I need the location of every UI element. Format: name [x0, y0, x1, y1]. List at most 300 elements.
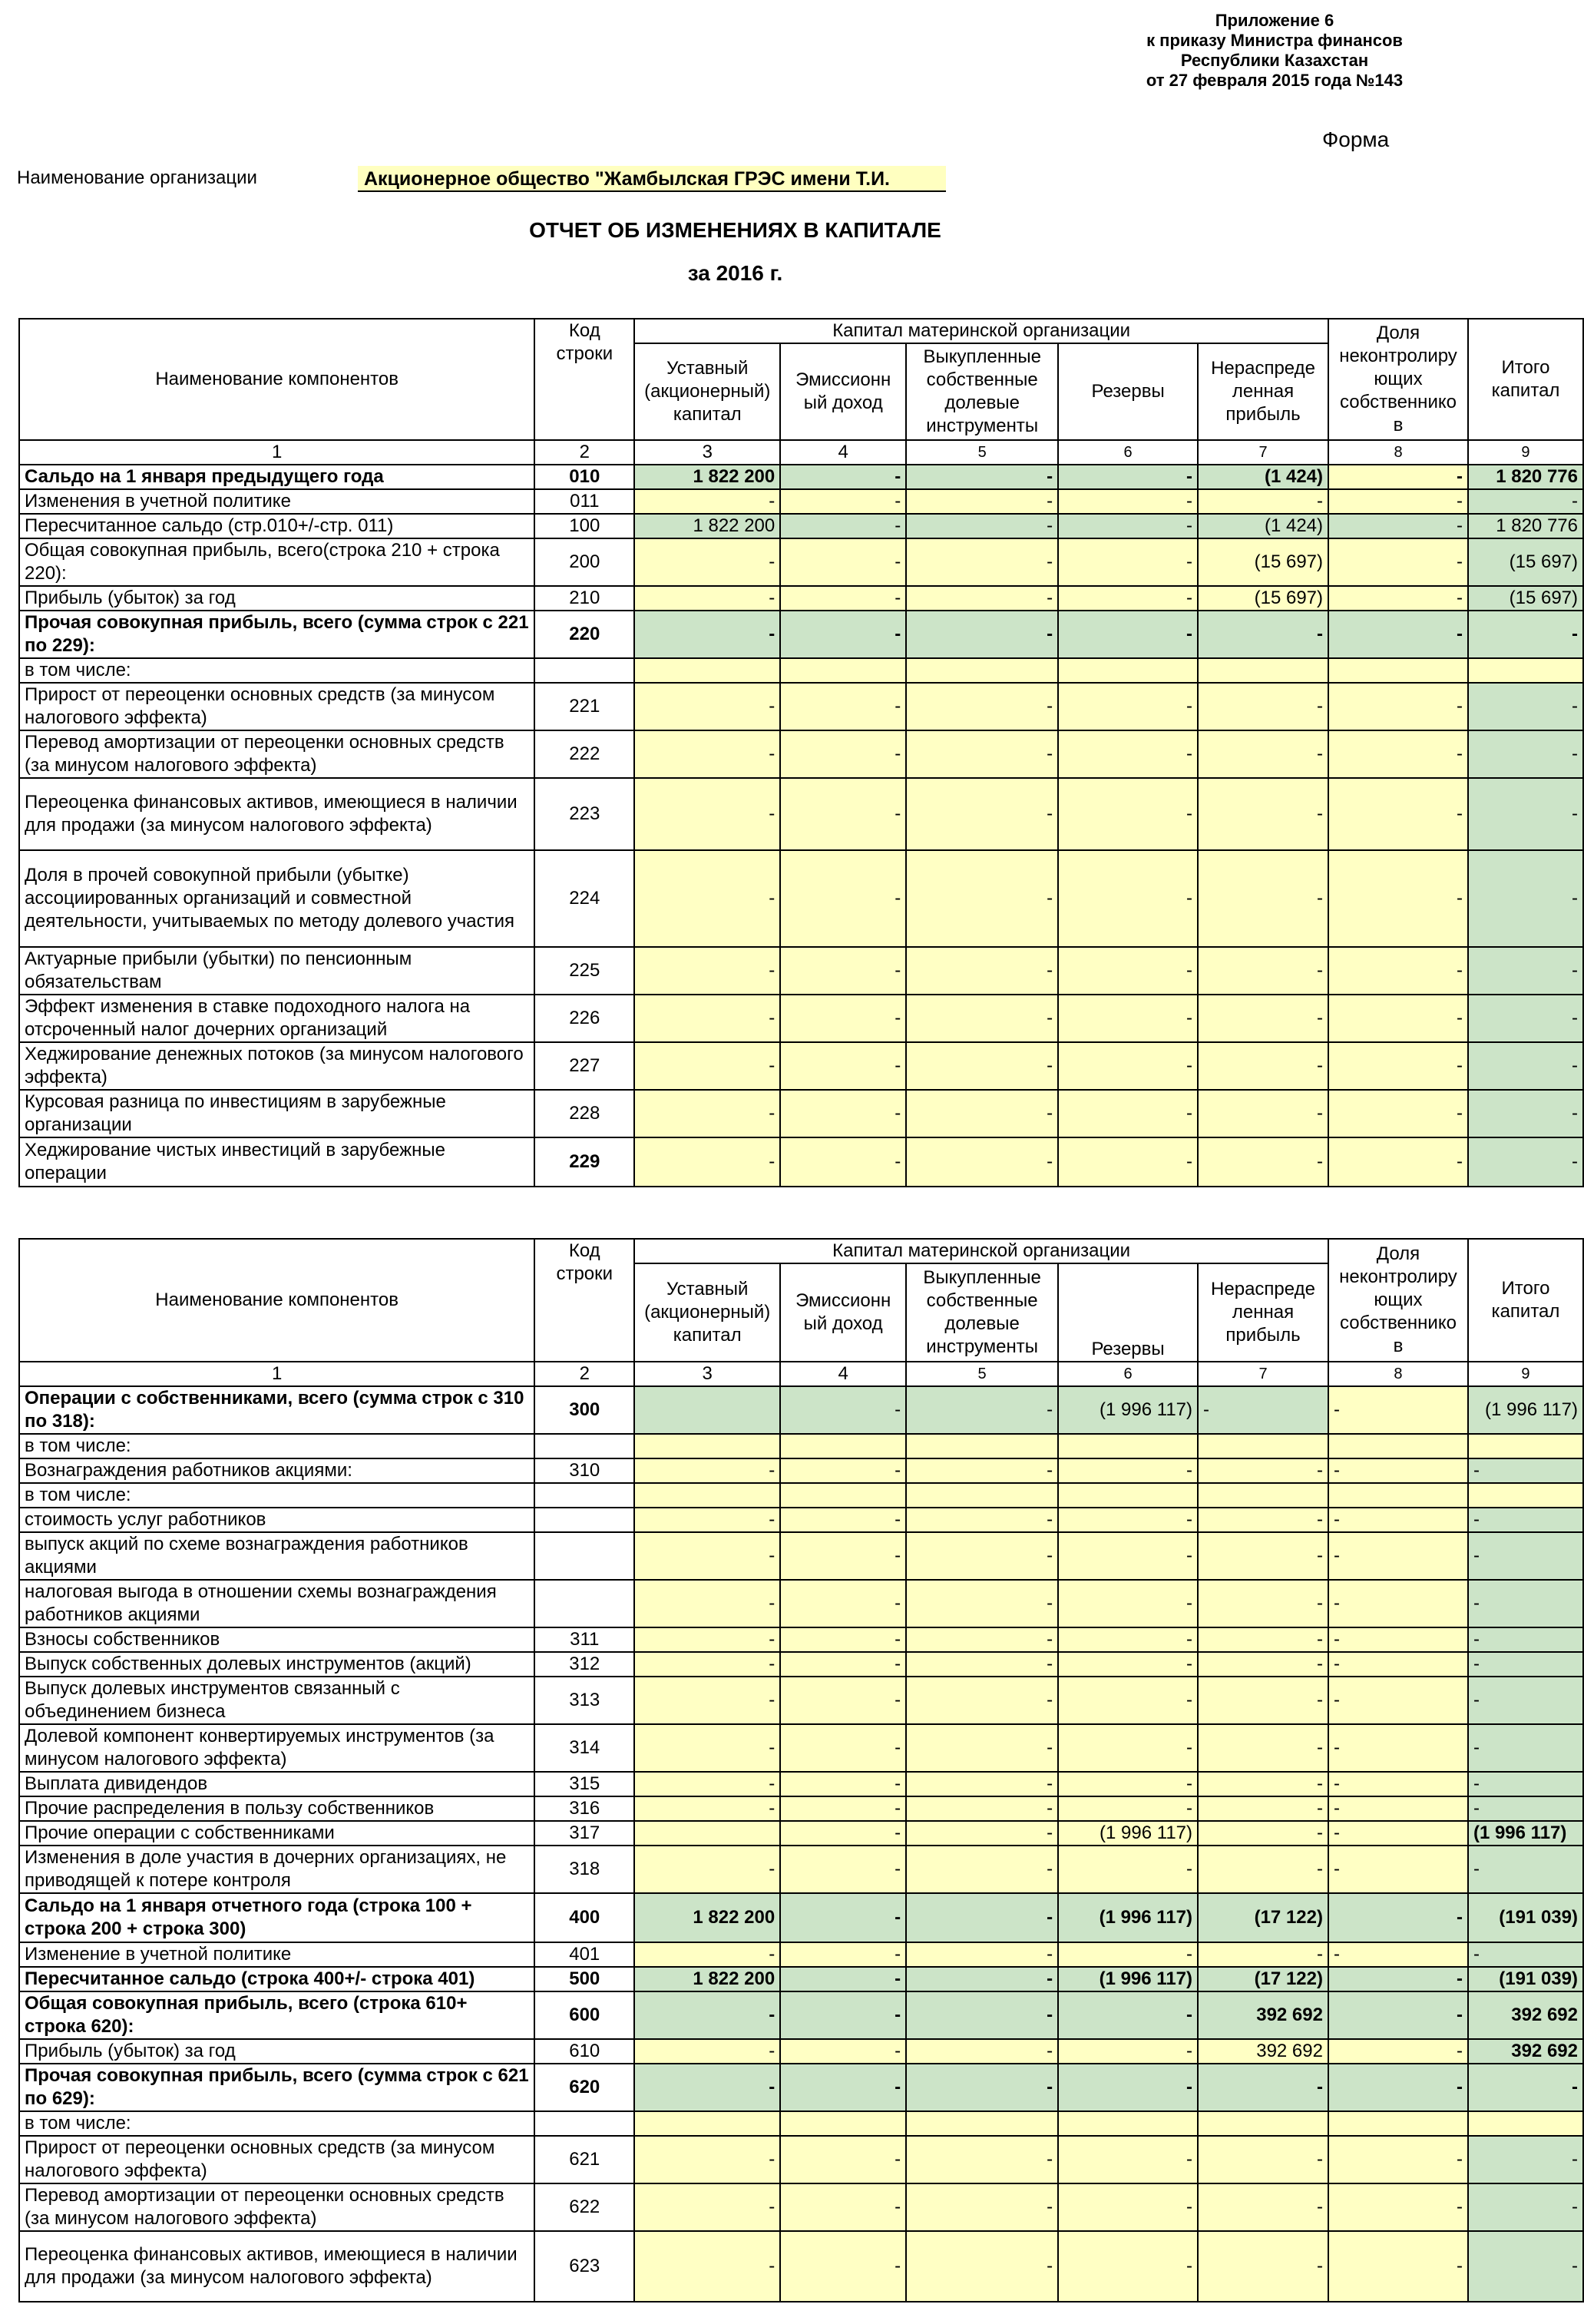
cell-c9[interactable]: -	[1468, 1137, 1583, 1187]
cell-c7[interactable]: (15 697)	[1198, 538, 1328, 586]
cell-c3[interactable]: -	[634, 2064, 780, 2111]
cell-c5[interactable]: -	[906, 2039, 1058, 2064]
cell-c8[interactable]: -	[1328, 947, 1468, 995]
cell-c8[interactable]: -	[1328, 1846, 1468, 1893]
cell-c6[interactable]: -	[1058, 1508, 1198, 1532]
cell-c6[interactable]: -	[1058, 514, 1198, 538]
cell-c6[interactable]: -	[1058, 683, 1198, 730]
cell-c3[interactable]: -	[634, 947, 780, 995]
cell-c4[interactable]	[780, 1434, 906, 1458]
cell-c5[interactable]: -	[906, 611, 1058, 658]
cell-c4[interactable]: -	[780, 1580, 906, 1627]
cell-c9[interactable]: (15 697)	[1468, 538, 1583, 586]
cell-c3[interactable]: -	[634, 1627, 780, 1652]
cell-c4[interactable]: -	[780, 1458, 906, 1483]
cell-c5[interactable]: -	[906, 1042, 1058, 1090]
cell-c9[interactable]	[1468, 2111, 1583, 2136]
cell-c5[interactable]	[906, 1434, 1058, 1458]
cell-c8[interactable]: -	[1328, 2064, 1468, 2111]
cell-c3[interactable]: -	[634, 1532, 780, 1580]
cell-c8[interactable]: -	[1328, 1893, 1468, 1942]
cell-c9[interactable]: -	[1468, 2064, 1583, 2111]
cell-c3[interactable]: -	[634, 2183, 780, 2231]
cell-c3[interactable]: -	[634, 1942, 780, 1967]
cell-c9[interactable]: -	[1468, 1772, 1583, 1796]
cell-c9[interactable]: -	[1468, 489, 1583, 514]
cell-c8[interactable]	[1328, 2111, 1468, 2136]
cell-c9[interactable]: 392 692	[1468, 1991, 1583, 2039]
cell-c9[interactable]: -	[1468, 995, 1583, 1042]
cell-c5[interactable]: -	[906, 1796, 1058, 1821]
cell-c6[interactable]: (1 996 117)	[1058, 1967, 1198, 1991]
header-c4: Эмиссионн ый доход	[780, 343, 906, 440]
cell-c5[interactable]: -	[906, 995, 1058, 1042]
cell-c5[interactable]: -	[906, 1137, 1058, 1187]
cell-c5[interactable]: -	[906, 1772, 1058, 1796]
cell-c7[interactable]: -	[1198, 1652, 1328, 1677]
cell-c9[interactable]: (15 697)	[1468, 586, 1583, 611]
cell-c8[interactable]: -	[1328, 2039, 1468, 2064]
cell-c3[interactable]: -	[634, 1724, 780, 1772]
cell-c5[interactable]: -	[906, 1991, 1058, 2039]
cell-c6[interactable]: (1 996 117)	[1058, 1386, 1198, 1434]
appendix-line: от 27 февраля 2015 года №143	[1146, 71, 1404, 90]
cell-c9[interactable]: -	[1468, 778, 1583, 850]
cell-c3[interactable]: 1 822 200	[634, 1967, 780, 1991]
cell-c3[interactable]: -	[634, 2136, 780, 2183]
cell-c5[interactable]	[906, 658, 1058, 683]
row-name: Прочая совокупная прибыль, всего (сумма строк с 621 по 629):	[19, 2064, 534, 2111]
cell-c8[interactable]: -	[1328, 538, 1468, 586]
cell-c9[interactable]: -	[1468, 850, 1583, 947]
org-name-field[interactable]: Акционерное общество "Жамбылская ГРЭС имени Т.И.	[358, 166, 946, 192]
cell-c9[interactable]: -	[1468, 2231, 1583, 2302]
cell-c8[interactable]: -	[1328, 1724, 1468, 1772]
cell-c8[interactable]: -	[1328, 1677, 1468, 1724]
cell-c9[interactable]: -	[1468, 1724, 1583, 1772]
cell-c4[interactable]: -	[780, 995, 906, 1042]
cell-c5[interactable]: -	[906, 538, 1058, 586]
cell-c9[interactable]: -	[1468, 2136, 1583, 2183]
cell-c4[interactable]: -	[780, 1893, 906, 1942]
cell-c8[interactable]: -	[1328, 1508, 1468, 1532]
cell-c3[interactable]: -	[634, 1508, 780, 1532]
cell-c5[interactable]: -	[906, 1846, 1058, 1893]
cell-c8[interactable]: -	[1328, 683, 1468, 730]
row-code: 318	[534, 1846, 634, 1893]
cell-c7[interactable]: -	[1198, 778, 1328, 850]
cell-c8[interactable]	[1328, 1434, 1468, 1458]
cell-c4[interactable]: -	[780, 1627, 906, 1652]
cell-c9[interactable]: (191 039)	[1468, 1967, 1583, 1991]
cell-c8[interactable]: -	[1328, 730, 1468, 778]
cell-c7[interactable]: -	[1198, 1508, 1328, 1532]
cell-c9[interactable]: -	[1468, 1042, 1583, 1090]
cell-c8[interactable]: -	[1328, 1991, 1468, 2039]
cell-c4[interactable]: -	[780, 489, 906, 514]
cell-c6[interactable]: -	[1058, 2231, 1198, 2302]
cell-c3[interactable]: -	[634, 538, 780, 586]
cell-c4[interactable]: -	[780, 1508, 906, 1532]
cell-c6[interactable]: -	[1058, 850, 1198, 947]
cell-c4[interactable]: -	[780, 947, 906, 995]
cell-c4[interactable]: -	[780, 1846, 906, 1893]
cell-c4[interactable]: -	[780, 465, 906, 489]
cell-c8[interactable]	[1328, 658, 1468, 683]
cell-c6[interactable]: -	[1058, 1458, 1198, 1483]
cell-c4[interactable]	[780, 1483, 906, 1508]
cell-c5[interactable]: -	[906, 1724, 1058, 1772]
cell-c5[interactable]: -	[906, 778, 1058, 850]
cell-c7[interactable]: -	[1198, 947, 1328, 995]
cell-c6[interactable]: -	[1058, 2136, 1198, 2183]
cell-c3[interactable]: 1 822 200	[634, 514, 780, 538]
cell-c7[interactable]: -	[1198, 2183, 1328, 2231]
cell-c4[interactable]	[780, 2111, 906, 2136]
cell-c9[interactable]: -	[1468, 1846, 1583, 1893]
cell-c4[interactable]: -	[780, 1724, 906, 1772]
cell-c5[interactable]: -	[906, 1967, 1058, 1991]
cell-c6[interactable]	[1058, 2111, 1198, 2136]
cell-c6[interactable]: -	[1058, 2039, 1198, 2064]
cell-c9[interactable]: -	[1468, 1580, 1583, 1627]
cell-c3[interactable]: 1 822 200	[634, 1893, 780, 1942]
cell-c6[interactable]: -	[1058, 730, 1198, 778]
cell-c3[interactable]	[634, 1821, 780, 1846]
cell-c3[interactable]: -	[634, 1580, 780, 1627]
cell-c4[interactable]: -	[780, 1652, 906, 1677]
cell-c5[interactable]: -	[906, 1090, 1058, 1137]
cell-c7[interactable]: 392 692	[1198, 1991, 1328, 2039]
header-c3: Уставный (акционерный) капитал	[634, 1263, 780, 1362]
cell-c3[interactable]: -	[634, 2231, 780, 2302]
cell-c6[interactable]: -	[1058, 778, 1198, 850]
cell-c4[interactable]: -	[780, 2183, 906, 2231]
cell-c6[interactable]: -	[1058, 1677, 1198, 1724]
cell-c9[interactable]: -	[1468, 947, 1583, 995]
cell-c6[interactable]: -	[1058, 947, 1198, 995]
row-code: 317	[534, 1821, 634, 1846]
cell-c6[interactable]: -	[1058, 1042, 1198, 1090]
cell-c8[interactable]: -	[1328, 850, 1468, 947]
cell-c9[interactable]	[1468, 1483, 1583, 1508]
cell-c4[interactable]: -	[780, 778, 906, 850]
cell-c5[interactable]: -	[906, 1627, 1058, 1652]
cell-c4[interactable]: -	[780, 1796, 906, 1821]
row-code	[534, 1580, 634, 1627]
cell-c3[interactable]: -	[634, 1846, 780, 1893]
cell-c9[interactable]: (1 996 117)	[1468, 1821, 1583, 1846]
cell-c9[interactable]: 1 820 776	[1468, 514, 1583, 538]
cell-c7[interactable]: (1 424)	[1198, 465, 1328, 489]
cell-c8[interactable]: -	[1328, 778, 1468, 850]
cell-c7[interactable]	[1198, 658, 1328, 683]
cell-c6[interactable]: -	[1058, 1796, 1198, 1821]
header-name: Наименование компонентов	[19, 1239, 534, 1362]
cell-c3[interactable]: -	[634, 995, 780, 1042]
cell-c3[interactable]: -	[634, 586, 780, 611]
cell-c9[interactable]: -	[1468, 1796, 1583, 1821]
cell-c8[interactable]: -	[1328, 2136, 1468, 2183]
cell-c7[interactable]: -	[1198, 2231, 1328, 2302]
cell-c6[interactable]: -	[1058, 1090, 1198, 1137]
cell-c5[interactable]: -	[906, 1677, 1058, 1724]
cell-c6[interactable]: -	[1058, 1580, 1198, 1627]
cell-c4[interactable]: -	[780, 683, 906, 730]
cell-c3[interactable]: -	[634, 1090, 780, 1137]
cell-c5[interactable]: -	[906, 1458, 1058, 1483]
cell-c9[interactable]: -	[1468, 1627, 1583, 1652]
cell-c9[interactable]: -	[1468, 1532, 1583, 1580]
cell-c3[interactable]: -	[634, 778, 780, 850]
cell-c3[interactable]	[634, 658, 780, 683]
cell-c8[interactable]: -	[1328, 1627, 1468, 1652]
cell-c8[interactable]: -	[1328, 1386, 1468, 1434]
row-code: 224	[534, 850, 634, 947]
cell-c4[interactable]: -	[780, 514, 906, 538]
cell-c3[interactable]: -	[634, 730, 780, 778]
cell-c4[interactable]: -	[780, 1042, 906, 1090]
cell-c3[interactable]	[634, 1386, 780, 1434]
cell-c4[interactable]: -	[780, 2039, 906, 2064]
cell-c7[interactable]: (17 122)	[1198, 1967, 1328, 1991]
cell-c3[interactable]	[634, 1483, 780, 1508]
cell-c9[interactable]: -	[1468, 1942, 1583, 1967]
cell-c4[interactable]: -	[780, 1090, 906, 1137]
cell-c5[interactable]: -	[906, 947, 1058, 995]
cell-c6[interactable]: -	[1058, 2064, 1198, 2111]
cell-c4[interactable]	[780, 658, 906, 683]
cell-c3[interactable]: -	[634, 2039, 780, 2064]
cell-c4[interactable]: -	[780, 1967, 906, 1991]
cell-c6[interactable]: -	[1058, 1627, 1198, 1652]
cell-c6[interactable]: -	[1058, 995, 1198, 1042]
cell-c3[interactable]: -	[634, 1458, 780, 1483]
cell-c6[interactable]: -	[1058, 1846, 1198, 1893]
cell-c5[interactable]: -	[906, 850, 1058, 947]
cell-c5[interactable]: -	[906, 1386, 1058, 1434]
cell-c3[interactable]	[634, 1434, 780, 1458]
cell-c7[interactable]: -	[1198, 683, 1328, 730]
cell-c6[interactable]: -	[1058, 2183, 1198, 2231]
cell-c7[interactable]: -	[1198, 1846, 1328, 1893]
cell-c6[interactable]: -	[1058, 465, 1198, 489]
cell-c9[interactable]: -	[1468, 1652, 1583, 1677]
cell-c5[interactable]: -	[906, 2183, 1058, 2231]
cell-c5[interactable]: -	[906, 2231, 1058, 2302]
cell-c6[interactable]: -	[1058, 1652, 1198, 1677]
cell-c4[interactable]: -	[780, 850, 906, 947]
cell-c8[interactable]: -	[1328, 1458, 1468, 1483]
cell-c6[interactable]	[1058, 658, 1198, 683]
cell-c9[interactable]: -	[1468, 683, 1583, 730]
cell-c9[interactable]: -	[1468, 1508, 1583, 1532]
cell-c5[interactable]: -	[906, 2064, 1058, 2111]
cell-c4[interactable]: -	[780, 538, 906, 586]
cell-c7[interactable]: -	[1198, 1386, 1328, 1434]
cell-c7[interactable]: -	[1198, 1090, 1328, 1137]
cell-c4[interactable]: -	[780, 730, 906, 778]
cell-c8[interactable]: -	[1328, 1532, 1468, 1580]
cell-c7[interactable]: -	[1198, 1137, 1328, 1187]
cell-c3[interactable]: -	[634, 1991, 780, 2039]
cell-c6[interactable]	[1058, 1483, 1198, 1508]
cell-c8[interactable]: -	[1328, 586, 1468, 611]
cell-c6[interactable]: -	[1058, 1991, 1198, 2039]
cell-c5[interactable]: -	[906, 2136, 1058, 2183]
cell-c6[interactable]: -	[1058, 1942, 1198, 1967]
cell-c3[interactable]: -	[634, 489, 780, 514]
cell-c7[interactable]: -	[1198, 2064, 1328, 2111]
cell-c6[interactable]: -	[1058, 1532, 1198, 1580]
cell-c8[interactable]: -	[1328, 1967, 1468, 1991]
cell-c8[interactable]: -	[1328, 995, 1468, 1042]
cell-c6[interactable]	[1058, 1434, 1198, 1458]
cell-c7[interactable]	[1198, 2111, 1328, 2136]
cell-c4[interactable]: -	[780, 611, 906, 658]
cell-c6[interactable]: (1 996 117)	[1058, 1893, 1198, 1942]
cell-c7[interactable]: -	[1198, 1458, 1328, 1483]
cell-c6[interactable]: -	[1058, 489, 1198, 514]
cell-c3[interactable]: -	[634, 683, 780, 730]
cell-c8[interactable]: -	[1328, 1942, 1468, 1967]
cell-c5[interactable]: -	[906, 1893, 1058, 1942]
cell-c9[interactable]: 1 820 776	[1468, 465, 1583, 489]
cell-c9[interactable]: (191 039)	[1468, 1893, 1583, 1942]
cell-c8[interactable]: -	[1328, 2231, 1468, 2302]
cell-c3[interactable]: -	[634, 1677, 780, 1724]
cell-c4[interactable]: -	[780, 2064, 906, 2111]
row-code: 400	[534, 1893, 634, 1942]
cell-c3[interactable]: -	[634, 850, 780, 947]
cell-c5[interactable]: -	[906, 1532, 1058, 1580]
cell-c5[interactable]: -	[906, 1508, 1058, 1532]
cell-c5[interactable]: -	[906, 683, 1058, 730]
cell-c7[interactable]: -	[1198, 2136, 1328, 2183]
cell-c9[interactable]	[1468, 1434, 1583, 1458]
cell-c4[interactable]: -	[780, 1386, 906, 1434]
cell-c7[interactable]: -	[1198, 489, 1328, 514]
cell-c4[interactable]: -	[780, 2231, 906, 2302]
cell-c3[interactable]: 1 822 200	[634, 465, 780, 489]
cell-c7[interactable]: (15 697)	[1198, 586, 1328, 611]
cell-c8[interactable]: -	[1328, 1772, 1468, 1796]
cell-c7[interactable]: (1 424)	[1198, 514, 1328, 538]
cell-c9[interactable]	[1468, 658, 1583, 683]
cell-c7[interactable]: -	[1198, 730, 1328, 778]
cell-c7[interactable]: -	[1198, 850, 1328, 947]
cell-c9[interactable]: (1 996 117)	[1468, 1386, 1583, 1434]
cell-c5[interactable]: -	[906, 1821, 1058, 1846]
cell-c3[interactable]: -	[634, 1042, 780, 1090]
cell-c9[interactable]: -	[1468, 611, 1583, 658]
cell-c8[interactable]: -	[1328, 2183, 1468, 2231]
cell-c7[interactable]: -	[1198, 1627, 1328, 1652]
cell-c9[interactable]: -	[1468, 1458, 1583, 1483]
cell-c7[interactable]: -	[1198, 1821, 1328, 1846]
cell-c4[interactable]: -	[780, 1677, 906, 1724]
cell-c4[interactable]: -	[780, 1772, 906, 1796]
cell-c8[interactable]: -	[1328, 1652, 1468, 1677]
cell-c3[interactable]: -	[634, 1137, 780, 1187]
cell-c7[interactable]: -	[1198, 1942, 1328, 1967]
table-row	[19, 1724, 1583, 1772]
cell-c8[interactable]: -	[1328, 1580, 1468, 1627]
cell-c6[interactable]: -	[1058, 611, 1198, 658]
cell-c7[interactable]: -	[1198, 1532, 1328, 1580]
cell-c6[interactable]: (1 996 117)	[1058, 1821, 1198, 1846]
cell-c9[interactable]: -	[1468, 2183, 1583, 2231]
cell-c4[interactable]: -	[780, 1942, 906, 1967]
cell-c7[interactable]: (17 122)	[1198, 1893, 1328, 1942]
cell-c6[interactable]: -	[1058, 1772, 1198, 1796]
cell-c5[interactable]: -	[906, 730, 1058, 778]
cell-c5[interactable]: -	[906, 465, 1058, 489]
cell-c8[interactable]: -	[1328, 611, 1468, 658]
cell-c3[interactable]: -	[634, 611, 780, 658]
cell-c7[interactable]: -	[1198, 1580, 1328, 1627]
cell-c4[interactable]: -	[780, 1137, 906, 1187]
cell-c3[interactable]: -	[634, 1796, 780, 1821]
cell-c7[interactable]	[1198, 1483, 1328, 1508]
cell-c5[interactable]: -	[906, 1942, 1058, 1967]
cell-c7[interactable]: -	[1198, 1724, 1328, 1772]
cell-c9[interactable]: 392 692	[1468, 2039, 1583, 2064]
cell-c5[interactable]: -	[906, 514, 1058, 538]
cell-c6[interactable]: -	[1058, 538, 1198, 586]
cell-c7[interactable]: -	[1198, 1772, 1328, 1796]
cell-c8[interactable]: -	[1328, 1090, 1468, 1137]
cell-c8[interactable]: -	[1328, 1042, 1468, 1090]
cell-c5[interactable]: -	[906, 489, 1058, 514]
cell-c6[interactable]: -	[1058, 1137, 1198, 1187]
cell-c8[interactable]	[1328, 1483, 1468, 1508]
cell-c7[interactable]: -	[1198, 1042, 1328, 1090]
cell-c8[interactable]: -	[1328, 514, 1468, 538]
cell-c8[interactable]: -	[1328, 489, 1468, 514]
cell-c4[interactable]: -	[780, 1821, 906, 1846]
cell-c6[interactable]: -	[1058, 586, 1198, 611]
cell-c7[interactable]: 392 692	[1198, 2039, 1328, 2064]
cell-c3[interactable]	[634, 2111, 780, 2136]
cell-c5[interactable]	[906, 2111, 1058, 2136]
cell-c4[interactable]: -	[780, 1991, 906, 2039]
cell-c4[interactable]: -	[780, 586, 906, 611]
cell-c8[interactable]: -	[1328, 465, 1468, 489]
cell-c5[interactable]: -	[906, 586, 1058, 611]
cell-c7[interactable]	[1198, 1434, 1328, 1458]
cell-c8[interactable]: -	[1328, 1796, 1468, 1821]
cell-c9[interactable]: -	[1468, 1677, 1583, 1724]
cell-c6[interactable]: -	[1058, 1724, 1198, 1772]
cell-c9[interactable]: -	[1468, 730, 1583, 778]
cell-c5[interactable]	[906, 1483, 1058, 1508]
cell-c8[interactable]: -	[1328, 1821, 1468, 1846]
cell-c9[interactable]: -	[1468, 1090, 1583, 1137]
cell-c7[interactable]: -	[1198, 1796, 1328, 1821]
header-c5: Выкупленные собственные долевые инструменты	[906, 1263, 1058, 1362]
cell-c8[interactable]: -	[1328, 1137, 1468, 1187]
cell-c4[interactable]: -	[780, 2136, 906, 2183]
cell-c7[interactable]: -	[1198, 611, 1328, 658]
cell-c4[interactable]: -	[780, 1532, 906, 1580]
cell-c5[interactable]: -	[906, 1580, 1058, 1627]
cell-c5[interactable]: -	[906, 1652, 1058, 1677]
cell-c7[interactable]: -	[1198, 995, 1328, 1042]
cell-c7[interactable]: -	[1198, 1677, 1328, 1724]
cell-c3[interactable]: -	[634, 1772, 780, 1796]
cell-c3[interactable]: -	[634, 1652, 780, 1677]
